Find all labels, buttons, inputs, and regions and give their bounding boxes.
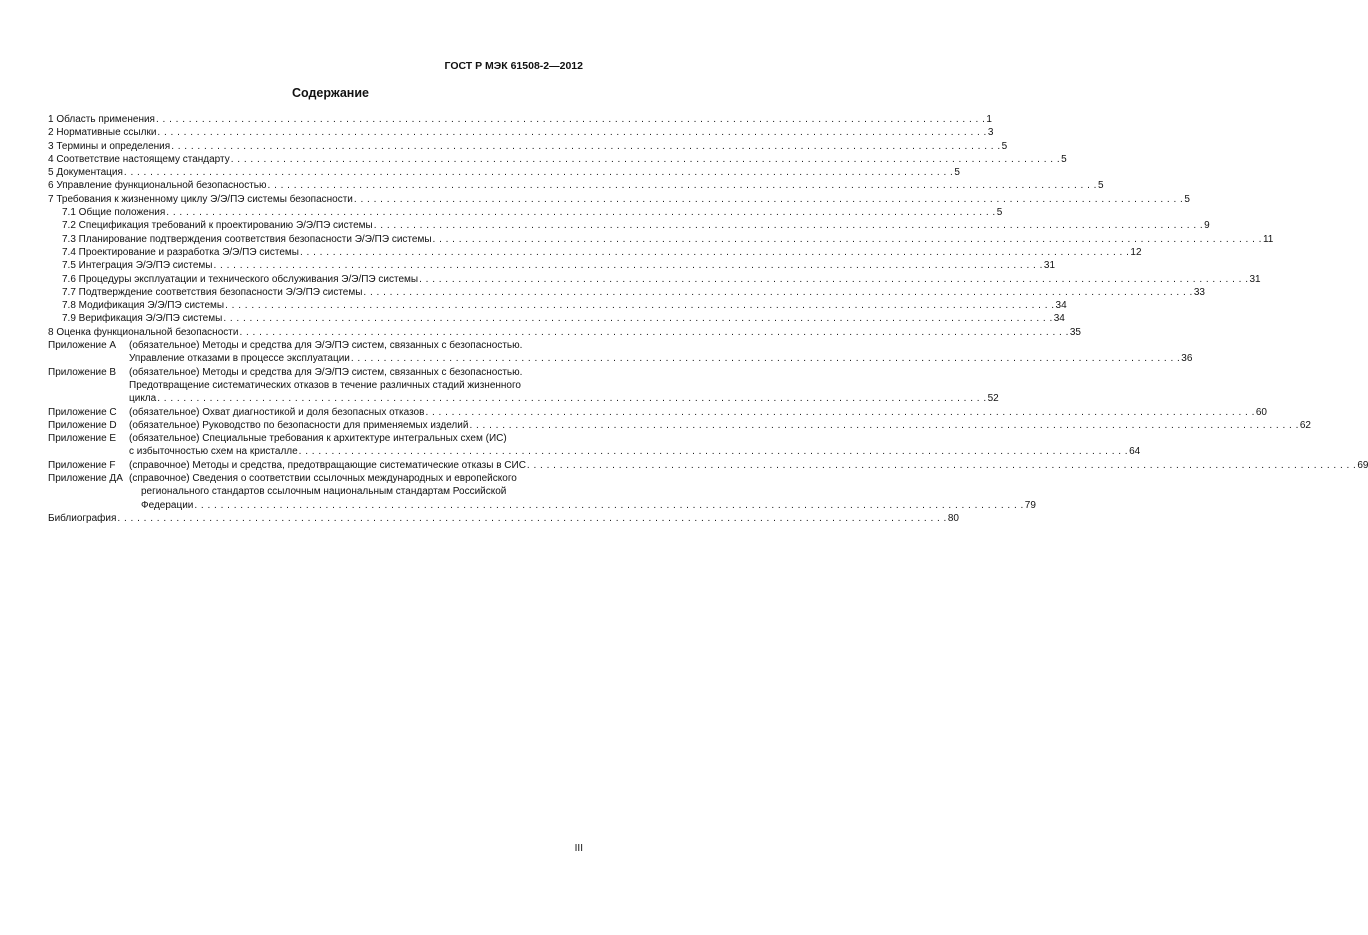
toc-entry-7-4[interactable] — [48, 246, 1142, 259]
appendix-title-line: цикла — [129, 393, 157, 405]
toc-entry-title: Библиография — [48, 512, 117, 524]
appendix-label: Приложение Е — [48, 433, 117, 445]
toc-appendix-a[interactable] — [48, 339, 1193, 366]
toc-page-number: 62 — [1299, 419, 1311, 431]
toc-entry-title: 7.6 Процедуры эксплуатации и технического обслуживания Э/Э/ПЭ системы — [62, 273, 419, 285]
toc-page-number: 31 — [1249, 273, 1261, 285]
toc-appendix-c[interactable] — [48, 406, 1267, 419]
appendix-label: Приложение D — [48, 419, 117, 431]
toc-page-number: 5 — [1097, 180, 1104, 192]
toc-entry-bibliography[interactable] — [48, 512, 959, 525]
toc-entry-title: 7.1 Общие положения — [62, 207, 166, 219]
toc-appendix-f[interactable] — [48, 459, 1368, 472]
appendix-label: Приложение С — [48, 406, 117, 418]
table-of-contents — [48, 113, 1368, 525]
toc-entry-title: 7.3 Планирование подтверждения соответствия безопасности Э/Э/ПЭ системы — [62, 233, 432, 245]
toc-appendix-da[interactable] — [48, 472, 1036, 512]
toc-page-number: 5 — [954, 167, 960, 179]
toc-page-number: 12 — [1130, 246, 1142, 258]
toc-page-number: 69 — [1357, 459, 1368, 471]
appendix-title-line: Федерации — [141, 499, 194, 511]
toc-entry-title: 7.8 Модификация Э/Э/ПЭ системы — [62, 300, 225, 312]
appendix-label: Приложение ДА — [48, 473, 123, 485]
toc-entry-7-6[interactable] — [48, 273, 1261, 286]
toc-entry-title: 1 Область применения — [48, 114, 155, 125]
toc-appendix-d[interactable] — [48, 419, 1311, 432]
document-id-header: ГОСТ Р МЭК 61508-2—2012 — [444, 60, 583, 72]
toc-page-number: 9 — [1204, 220, 1210, 232]
appendix-title-line: (обязательное) Методы и средства для Э/Э/ПЭ систем, связанных с безопасностью. — [129, 366, 523, 378]
toc-entry-7-7[interactable] — [48, 286, 1205, 299]
toc-entry-title: 8 Оценка функциональной безопасности — [48, 326, 239, 338]
toc-entry-7-9[interactable] — [48, 312, 1065, 325]
toc-page-number: 1 — [986, 114, 992, 125]
toc-entry-6[interactable] — [48, 179, 1104, 192]
appendix-label: Приложение F — [48, 459, 116, 471]
toc-page-number: 35 — [1069, 326, 1081, 338]
appendix-title-line: (обязательное) Руководство по безопасности для применяемых изделий — [129, 419, 469, 431]
toc-page-number: 5 — [1061, 153, 1067, 165]
page-title: Содержание — [291, 86, 369, 100]
toc-page-number: 11 — [1262, 233, 1274, 245]
appendix-label: Приложение А — [48, 340, 117, 352]
toc-page-number: 36 — [1181, 353, 1193, 365]
toc-entry-title: 5 Документация — [48, 167, 123, 179]
toc-entry-title: 7.9 Верификация Э/Э/ПЭ системы — [62, 313, 223, 325]
toc-entry-title: 2 Нормативные ссылки — [48, 127, 157, 139]
toc-entry-title: 7.4 Проектирование и разработка Э/Э/ПЭ системы — [62, 246, 299, 258]
appendix-title-line: (обязательное) Методы и средства для Э/Э/ПЭ систем, связанных с безопасностью. — [129, 340, 523, 352]
appendix-title-line: (обязательное) Специальные требования к архитектуре интегральных схем (ИС) — [129, 433, 507, 445]
page-number: III — [574, 843, 583, 854]
toc-entry-2[interactable] — [48, 126, 994, 139]
toc-entry-7-8[interactable] — [48, 299, 1067, 312]
toc-page-number: 5 — [1001, 140, 1008, 152]
appendix-title-line: (обязательное) Охват диагностикой и доля безопасных отказов — [129, 406, 425, 418]
toc-page-number: 80 — [947, 512, 959, 524]
toc-entry-3[interactable] — [48, 140, 1008, 153]
toc-entry-5[interactable] — [48, 166, 960, 179]
toc-entry-7-3[interactable] — [48, 233, 1274, 246]
appendix-title-line: регионального стандартов ссылочным национальным стандартам Российской — [141, 486, 507, 498]
toc-page-number: 64 — [1129, 446, 1141, 458]
toc-entry-title: 6 Управление функциональной безопасностью — [48, 180, 267, 192]
appendix-title-line: с избыточностью схем на кристалле — [129, 446, 298, 458]
toc-entry-title: 4 Соответствие настоящему стандарту — [48, 153, 230, 165]
toc-appendix-b[interactable] — [48, 366, 999, 406]
toc-entry-7-2[interactable] — [48, 219, 1210, 232]
toc-page-number: 34 — [1053, 313, 1065, 325]
appendix-title-line: Предотвращение систематических отказов в течение различных стадий жизненного — [129, 379, 521, 391]
toc-entry-title: 7.5 Интеграция Э/Э/ПЭ системы — [62, 260, 213, 272]
toc-entry-7-1[interactable] — [48, 206, 1003, 219]
toc-entry-7-5[interactable] — [48, 259, 1056, 272]
appendix-title-line: (справочное) Методы и средства, предотвращающие систематические отказы в СИС — [129, 459, 526, 471]
toc-entry-title: 7.2 Спецификация требований к проектированию Э/Э/ПЭ системы — [62, 220, 373, 232]
toc-entry-1[interactable] — [48, 113, 992, 126]
toc-appendix-e[interactable] — [48, 432, 1141, 459]
toc-entry-4[interactable] — [48, 153, 1067, 166]
appendix-label: Приложение В — [48, 366, 117, 378]
toc-page-number: 79 — [1024, 499, 1036, 511]
toc-page-number: 34 — [1055, 300, 1067, 312]
toc-page-number: 5 — [1184, 193, 1190, 205]
toc-entry-8[interactable] — [48, 326, 1081, 339]
toc-page-number: 52 — [987, 393, 999, 405]
toc-page-number: 33 — [1193, 286, 1205, 298]
appendix-title-line: Управление отказами в процессе эксплуатации — [129, 353, 350, 365]
toc-page-number: 31 — [1043, 260, 1056, 272]
toc-entry-title: 7.7 Подтверждение соответствия безопасности Э/Э/ПЭ системы — [62, 286, 363, 298]
toc-entry-7[interactable] — [48, 193, 1190, 206]
toc-page-number: 5 — [996, 207, 1003, 219]
toc-entry-title: 7 Требования к жизненному циклу Э/Э/ПЭ системы безопасности — [48, 193, 353, 205]
appendix-title-line: (справочное) Сведения о соответствии ссылочных международных и европейского — [129, 473, 517, 485]
toc-page-number: 60 — [1255, 406, 1267, 418]
toc-page-number: 3 — [987, 127, 994, 139]
toc-entry-title: 3 Термины и определения — [48, 140, 171, 152]
